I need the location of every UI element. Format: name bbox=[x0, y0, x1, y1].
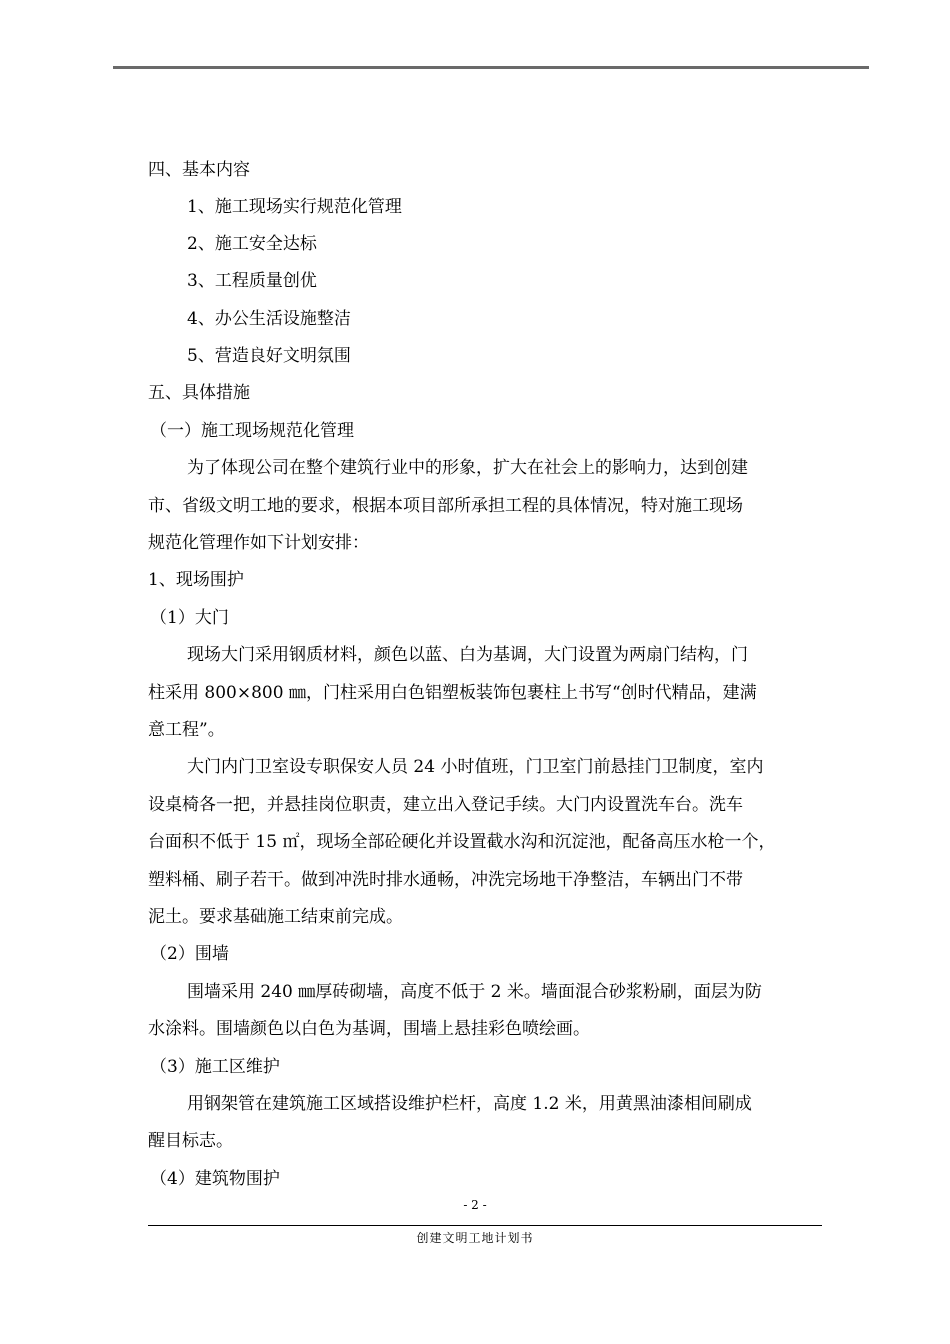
paragraph-line: 柱采用 800×800 ㎜，门柱采用白色铝塑板装饰包裹柱上书写“创时代精品，建满 bbox=[148, 683, 757, 703]
paragraph-line: 醒目标志。 bbox=[148, 1131, 233, 1151]
list-item: 1、施工现场实行规范化管理 bbox=[187, 197, 402, 217]
list-item: 2、施工安全达标 bbox=[187, 234, 317, 254]
item-heading: （3）施工区维护 bbox=[150, 1057, 280, 1077]
paragraph-line: 围墙采用 240 ㎜厚砖砌墙，高度不低于 2 米。墙面混合砂浆粉刷，面层为防 bbox=[187, 982, 762, 1002]
paragraph-line: 台面积不低于 15 ㎡，现场全部砼硬化并设置截水沟和沉淀池，配备高压水枪一个， bbox=[148, 832, 776, 852]
paragraph-line: 水涂料。围墙颜色以白色为基调，围墙上悬挂彩色喷绘画。 bbox=[148, 1019, 590, 1039]
list-item: 5、营造良好文明氛围 bbox=[187, 346, 351, 366]
paragraph-line: 规范化管理作如下计划安排： bbox=[148, 533, 369, 553]
item-heading: （1）大门 bbox=[150, 608, 229, 628]
footer-rule bbox=[148, 1225, 822, 1226]
paragraph-line: 意工程”。 bbox=[148, 720, 225, 740]
footer-title: 创建文明工地计划书 bbox=[416, 1231, 534, 1245]
subsection-heading: （一）施工现场规范化管理 bbox=[150, 421, 354, 441]
section-heading-measures: 五、具体措施 bbox=[148, 383, 250, 403]
paragraph-line: 用钢架管在建筑施工区域搭设维护栏杆，高度 1.2 米，用黄黑油漆相间刷成 bbox=[187, 1094, 752, 1114]
paragraph-line: 泥土。要求基础施工结束前完成。 bbox=[148, 907, 403, 927]
section-heading-basic-content: 四、基本内容 bbox=[148, 160, 250, 180]
paragraph-line: 现场大门采用钢质材料，颜色以蓝、白为基调，大门设置为两扇门结构，门 bbox=[187, 645, 748, 665]
item-heading: （2）围墙 bbox=[150, 944, 229, 964]
item-heading: 1、现场围护 bbox=[148, 570, 244, 590]
paragraph-line: 设桌椅各一把，并悬挂岗位职责，建立出入登记手续。大门内设置洗车台。洗车 bbox=[148, 795, 743, 815]
header-rule bbox=[113, 66, 869, 69]
paragraph-line: 为了体现公司在整个建筑行业中的形象，扩大在社会上的影响力，达到创建 bbox=[187, 458, 748, 478]
page-number: - 2 - bbox=[463, 1198, 487, 1212]
list-item: 4、办公生活设施整洁 bbox=[187, 309, 351, 329]
paragraph-line: 大门内门卫室设专职保安人员 24 小时值班，门卫室门前悬挂门卫制度，室内 bbox=[187, 757, 764, 777]
paragraph-line: 塑料桶、刷子若干。做到冲洗时排水通畅，冲洗完场地干净整洁，车辆出门不带 bbox=[148, 870, 743, 890]
item-heading: （4）建筑物围护 bbox=[150, 1169, 280, 1189]
list-item: 3、工程质量创优 bbox=[187, 271, 317, 291]
paragraph-line: 市、省级文明工地的要求，根据本项目部所承担工程的具体情况，特对施工现场 bbox=[148, 496, 743, 516]
